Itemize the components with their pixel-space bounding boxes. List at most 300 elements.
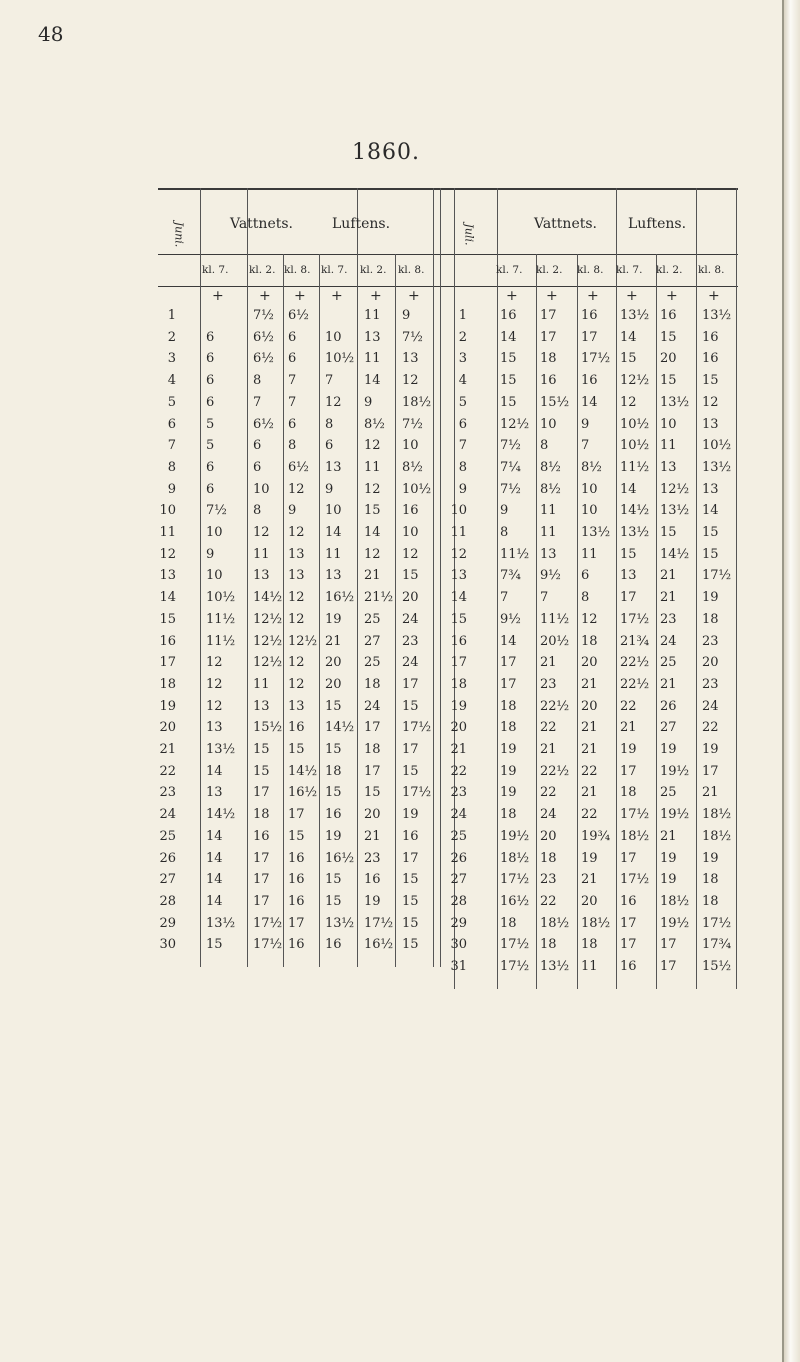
table-cell: 16 <box>702 329 719 345</box>
table-cell: 19½ <box>500 828 530 844</box>
table-cell: 15 <box>402 698 419 714</box>
table-cell: 17 <box>364 763 381 779</box>
table-cell: 17 <box>620 763 637 779</box>
day-number: 7 <box>458 438 467 454</box>
table-cell: 17 <box>253 872 270 888</box>
day-number: 22 <box>159 763 176 779</box>
table-cell: 17 <box>620 915 637 931</box>
table-cell: 17 <box>500 655 517 671</box>
table-cell: 6½ <box>288 308 309 323</box>
table-cell: 10½ <box>620 438 650 454</box>
table-cell: 15 <box>500 394 517 410</box>
table-cell: 15 <box>660 525 677 540</box>
table-cell: 5 <box>206 416 215 432</box>
table-cell: 13 <box>253 568 270 584</box>
table-cell: 12 <box>702 394 719 410</box>
table-cell: 21 <box>581 872 598 888</box>
day-number: 5 <box>458 394 467 410</box>
table-cell: 14 <box>500 633 517 649</box>
table-cell: 10 <box>540 416 557 432</box>
table-cell: 10 <box>402 438 419 454</box>
day-number: 12 <box>159 546 176 562</box>
table-cell: 13½ <box>620 308 650 323</box>
table-cell: 7½ <box>402 416 423 432</box>
table-cell: 16 <box>500 308 517 323</box>
table-cell: 10 <box>206 568 223 584</box>
table-cell: 22½ <box>540 763 570 779</box>
table-cell: 21 <box>581 720 598 736</box>
table-cell: 17½ <box>620 807 650 823</box>
table-cell: 22 <box>540 785 557 801</box>
table-cell: 21 <box>581 676 598 692</box>
table-cell: 19 <box>500 742 517 757</box>
table-cell: 21 <box>364 568 381 584</box>
table-cell: 15 <box>253 742 270 757</box>
table-cell: 20 <box>364 807 381 823</box>
day-number: 23 <box>450 785 467 801</box>
day-number: 15 <box>159 611 176 627</box>
table-cell: 12 <box>364 546 381 562</box>
table-cell: 12½ <box>253 611 283 627</box>
table-cell: 19 <box>620 742 637 757</box>
table-cell: 17½ <box>620 872 650 888</box>
table-cell: 16 <box>660 308 677 323</box>
table-cell: 10 <box>206 525 223 540</box>
month-label: Juni. <box>172 221 186 248</box>
table-cell: 7 <box>500 590 509 606</box>
table-cell: 18 <box>702 893 719 909</box>
day-number: 7 <box>167 438 176 454</box>
day-number: 18 <box>159 676 176 692</box>
plus-sign: + <box>708 288 720 304</box>
day-number: 4 <box>167 373 176 389</box>
table-cell: 24 <box>364 698 381 714</box>
table-cell: 12½ <box>620 373 650 389</box>
table-cell: 14 <box>702 503 719 519</box>
column-divider <box>395 254 396 967</box>
table-cell: 21 <box>325 633 342 649</box>
table-cell: 15 <box>325 742 342 757</box>
column-divider <box>319 254 320 967</box>
table-cell: 15 <box>325 698 342 714</box>
table-cell: 14 <box>364 373 381 389</box>
table-cell: 12 <box>288 676 305 692</box>
table-cell: 8 <box>581 590 590 606</box>
table-cell: 17½ <box>402 720 432 736</box>
table-cell: 16 <box>288 850 305 866</box>
day-number: 14 <box>159 590 176 606</box>
table-cell: 20 <box>581 698 598 714</box>
table-cell: 22 <box>581 807 598 823</box>
table-cell: 11 <box>253 676 270 692</box>
column-divider <box>577 254 578 989</box>
column-divider <box>736 188 737 989</box>
table-cell: 18 <box>325 763 342 779</box>
day-number: 1 <box>458 308 467 323</box>
day-number: 17 <box>159 655 176 671</box>
column-divider <box>536 254 537 989</box>
day-number: 21 <box>159 742 176 757</box>
table-cell: 13 <box>702 481 719 497</box>
table-cell: 10 <box>253 481 270 497</box>
table-cell: 10½ <box>620 416 650 432</box>
table-cell: 16 <box>253 828 270 844</box>
table-cell: 25 <box>364 655 381 671</box>
table-cell: 23 <box>540 676 557 692</box>
table-cell: 14 <box>500 329 517 345</box>
table-cell: 17 <box>620 850 637 866</box>
table-cell: 20 <box>702 655 719 671</box>
table-cell: 20 <box>581 655 598 671</box>
time-column-header: kl. 7. <box>202 264 229 276</box>
table-cell: 17 <box>620 590 637 606</box>
table-cell: 21½ <box>364 590 394 606</box>
day-number: 29 <box>159 915 176 931</box>
table-cell: 21 <box>660 568 677 584</box>
table-cell: 20 <box>402 590 419 606</box>
table-cell: 6 <box>206 351 215 367</box>
day-number: 29 <box>450 915 467 931</box>
table-cell: 8 <box>540 438 549 454</box>
table-cell: 15 <box>253 763 270 779</box>
table-cell: 12 <box>581 611 598 627</box>
table-cell: 15½ <box>253 720 283 736</box>
day-number: 11 <box>159 525 176 540</box>
table-cell: 21 <box>660 828 677 844</box>
table-cell: 6 <box>206 373 215 389</box>
table-cell: 23 <box>702 633 719 649</box>
header-rule <box>158 254 738 255</box>
table-cell: 6½ <box>253 351 274 367</box>
time-column-header: kl. 8. <box>284 264 311 276</box>
table-cell: 11 <box>364 308 381 323</box>
table-cell: 15 <box>620 351 637 367</box>
column-divider <box>616 188 617 989</box>
plus-sign: + <box>294 288 306 304</box>
table-cell: 7¾ <box>500 568 521 584</box>
table-cell: 16 <box>620 893 637 909</box>
day-number: 21 <box>450 742 467 757</box>
day-number: 13 <box>450 568 467 584</box>
table-cell: 8 <box>253 373 262 389</box>
table-cell: 6½ <box>253 329 274 345</box>
table-cell: 6½ <box>253 416 274 432</box>
table-cell: 10 <box>581 503 598 519</box>
table-cell: 12 <box>206 676 223 692</box>
table-cell: 22 <box>540 893 557 909</box>
table-cell: 25 <box>660 655 677 671</box>
temperature-table-sheet <box>150 188 740 1198</box>
table-cell: 7 <box>288 373 297 389</box>
column-divider <box>497 188 498 989</box>
page-number: 48 <box>38 22 64 46</box>
table-cell: 11½ <box>500 546 530 562</box>
table-cell: 6 <box>206 481 215 497</box>
time-column-header: kl. 7. <box>321 264 348 276</box>
table-cell: 16 <box>288 937 305 953</box>
table-cell: 7 <box>253 394 262 410</box>
table-cell: 18 <box>253 807 270 823</box>
table-cell: 27 <box>660 720 677 736</box>
table-cell: 6½ <box>288 459 309 475</box>
day-number: 4 <box>458 373 467 389</box>
table-cell: 19 <box>402 807 419 823</box>
table-cell: 17 <box>620 937 637 953</box>
table-cell: 18 <box>540 850 557 866</box>
table-cell: 7 <box>581 438 590 454</box>
table-cell: 24 <box>660 633 677 649</box>
plus-sign: + <box>626 288 638 304</box>
table-cell: 18½ <box>540 915 570 931</box>
table-cell: 18½ <box>500 850 530 866</box>
table-cell: 12½ <box>500 416 530 432</box>
table-cell: 12 <box>253 525 270 540</box>
plus-sign: + <box>546 288 558 304</box>
table-cell: 19 <box>660 850 677 866</box>
plus-sign: + <box>370 288 382 304</box>
table-cell: 19 <box>500 763 517 779</box>
top-rule <box>158 188 738 190</box>
day-number: 19 <box>159 698 176 714</box>
table-cell: 17½ <box>581 351 611 367</box>
table-cell: 16½ <box>325 590 355 606</box>
table-cell: 23 <box>364 850 381 866</box>
day-number: 9 <box>458 481 467 497</box>
time-column-header: kl. 7. <box>496 264 523 276</box>
table-cell: 13½ <box>206 742 236 757</box>
table-cell: 26 <box>660 698 677 714</box>
table-cell: 12½ <box>253 655 283 671</box>
table-cell: 9½ <box>540 568 561 584</box>
table-cell: 18½ <box>581 915 611 931</box>
table-cell: 11 <box>364 351 381 367</box>
table-cell: 24 <box>402 655 419 671</box>
day-number: 10 <box>450 503 467 519</box>
table-cell: 22 <box>702 720 719 736</box>
table-cell: 9 <box>288 503 297 519</box>
table-cell: 11½ <box>620 459 650 475</box>
time-column-header: kl. 8. <box>398 264 425 276</box>
table-cell: 15 <box>402 568 419 584</box>
table-cell: 20½ <box>540 633 570 649</box>
table-cell: 25 <box>660 785 677 801</box>
table-cell: 9 <box>364 394 373 410</box>
table-cell: 19½ <box>660 915 690 931</box>
table-cell: 10 <box>581 481 598 497</box>
table-cell: 11 <box>325 546 342 562</box>
table-cell: 14 <box>325 525 342 540</box>
table-cell: 17 <box>540 329 557 345</box>
table-cell: 25 <box>364 611 381 627</box>
table-cell: 20 <box>325 676 342 692</box>
table-cell: 13½ <box>540 959 570 974</box>
table-cell: 19¾ <box>581 828 611 844</box>
table-cell: 17½ <box>500 959 530 974</box>
table-cell: 13½ <box>660 503 690 519</box>
table-cell: 23 <box>660 611 677 627</box>
table-cell: 21 <box>540 655 557 671</box>
table-cell: 15 <box>660 373 677 389</box>
table-cell: 7½ <box>500 438 521 454</box>
table-cell: 18 <box>500 915 517 931</box>
table-cell: 12 <box>288 525 305 540</box>
day-number: 8 <box>458 459 467 475</box>
table-cell: 12½ <box>288 633 318 649</box>
table-cell: 15 <box>402 872 419 888</box>
day-number: 25 <box>159 828 176 844</box>
plus-sign: + <box>666 288 678 304</box>
plus-sign: + <box>408 288 420 304</box>
table-cell: 18 <box>581 937 598 953</box>
day-number: 26 <box>450 850 467 866</box>
table-cell: 9 <box>581 416 590 432</box>
table-cell: 24 <box>540 807 557 823</box>
table-cell: 7½ <box>253 308 274 323</box>
table-cell: 9 <box>325 481 334 497</box>
table-cell: 13 <box>206 785 223 801</box>
table-cell: 13½ <box>325 915 355 931</box>
table-cell: 15 <box>500 373 517 389</box>
table-cell: 14½ <box>288 763 318 779</box>
table-cell: 12 <box>288 655 305 671</box>
day-number: 22 <box>450 763 467 779</box>
table-cell: 17 <box>364 720 381 736</box>
table-cell: 13 <box>288 546 305 562</box>
table-cell: 14½ <box>253 590 283 606</box>
table-cell: 21 <box>620 720 637 736</box>
table-cell: 7½ <box>206 503 227 519</box>
table-cell: 19 <box>660 742 677 757</box>
table-cell: 18 <box>702 872 719 888</box>
table-cell: 14 <box>206 850 223 866</box>
table-cell: 21 <box>581 742 598 757</box>
day-number: 30 <box>159 937 176 953</box>
day-number: 11 <box>450 525 467 540</box>
table-cell: 17 <box>581 329 598 345</box>
column-divider <box>357 188 358 967</box>
table-cell: 12 <box>206 698 223 714</box>
plus-sign: + <box>212 288 224 304</box>
table-cell: 21 <box>660 676 677 692</box>
table-cell: 12 <box>620 394 637 410</box>
table-cell: 13 <box>364 329 381 345</box>
table-cell: 10½ <box>206 590 236 606</box>
day-number: 3 <box>458 351 467 367</box>
table-cell: 5 <box>206 438 215 454</box>
table-cell: 12½ <box>660 481 690 497</box>
table-cell: 12 <box>288 481 305 497</box>
day-number: 30 <box>450 937 467 953</box>
table-cell: 13 <box>325 568 342 584</box>
day-number: 15 <box>450 611 467 627</box>
day-number: 14 <box>450 590 467 606</box>
table-cell: 6 <box>288 329 297 345</box>
table-cell: 22½ <box>620 676 650 692</box>
column-divider <box>200 188 201 967</box>
table-cell: 22 <box>581 763 598 779</box>
table-cell: 11 <box>540 503 557 519</box>
table-cell: 15 <box>702 546 719 562</box>
table-cell: 11½ <box>540 611 570 627</box>
table-cell: 6 <box>288 416 297 432</box>
table-cell: 16 <box>288 720 305 736</box>
day-number: 5 <box>167 394 176 410</box>
table-cell: 15 <box>325 785 342 801</box>
day-number: 31 <box>450 959 467 974</box>
table-cell: 8 <box>288 438 297 454</box>
table-cell: 12 <box>364 438 381 454</box>
table-cell: 10½ <box>402 481 432 497</box>
table-cell: 17 <box>500 676 517 692</box>
table-cell: 11 <box>540 525 557 540</box>
table-cell: 6 <box>206 329 215 345</box>
table-cell: 19 <box>660 872 677 888</box>
table-cell: 13 <box>325 459 342 475</box>
table-cell: 12 <box>206 655 223 671</box>
table-cell: 22 <box>620 698 637 714</box>
table-cell: 11 <box>364 459 381 475</box>
table-cell: 10 <box>325 329 342 345</box>
table-cell: 17½ <box>500 937 530 953</box>
table-cell: 19 <box>581 850 598 866</box>
table-cell: 11 <box>253 546 270 562</box>
month-label: Juli. <box>462 223 476 246</box>
day-number: 17 <box>450 655 467 671</box>
table-cell: 11 <box>581 546 598 562</box>
table-cell: 16½ <box>288 785 318 801</box>
time-column-header: kl. 8. <box>577 264 604 276</box>
table-cell: 15 <box>702 525 719 540</box>
year-heading: 1860. <box>352 140 420 165</box>
table-cell: 13½ <box>581 525 611 540</box>
table-cell: 18 <box>364 676 381 692</box>
table-cell: 7 <box>540 590 549 606</box>
table-cell: 14 <box>206 893 223 909</box>
time-column-header: kl. 2. <box>536 264 563 276</box>
time-column-header: kl. 2. <box>360 264 387 276</box>
table-cell: 16 <box>620 959 637 974</box>
table-cell: 21 <box>540 742 557 757</box>
table-cell: 12 <box>288 611 305 627</box>
day-number: 8 <box>167 459 176 475</box>
plus-sign: + <box>587 288 599 304</box>
table-cell: 14 <box>620 481 637 497</box>
table-cell: 15 <box>325 872 342 888</box>
table-cell: 7 <box>325 373 334 389</box>
table-cell: 17 <box>402 676 419 692</box>
day-number: 28 <box>159 893 176 909</box>
table-cell: 18 <box>702 611 719 627</box>
table-cell: 12 <box>364 481 381 497</box>
table-cell: 13 <box>206 720 223 736</box>
table-cell: 17 <box>288 807 305 823</box>
column-divider <box>440 188 441 967</box>
table-cell: 10½ <box>325 351 355 367</box>
table-cell: 24 <box>402 611 419 627</box>
table-cell: 16 <box>325 807 342 823</box>
table-cell: 15 <box>660 329 677 345</box>
table-cell: 19 <box>364 893 381 909</box>
table-cell: 15 <box>288 828 305 844</box>
table-cell: 7 <box>288 394 297 410</box>
table-cell: 7½ <box>402 329 423 345</box>
day-number: 6 <box>458 416 467 432</box>
day-number: 18 <box>450 676 467 692</box>
table-cell: 16 <box>288 893 305 909</box>
table-cell: 17½ <box>500 872 530 888</box>
table-cell: 14½ <box>206 807 236 823</box>
table-cell: 15 <box>702 373 719 389</box>
